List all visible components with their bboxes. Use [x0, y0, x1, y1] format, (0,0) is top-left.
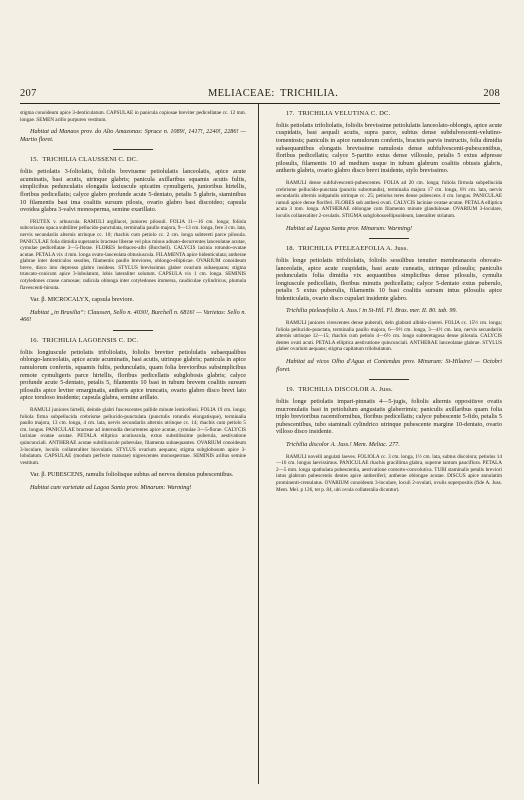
species-number: 15. [30, 156, 39, 164]
species-15-habitat: Habitat „in Brasilia“: Claussen, Sello n. 4030!, Burchell n. 6816! — Varietas: Sello n. 466! [20, 308, 246, 324]
section-rule [113, 330, 153, 331]
species-19-description: foliis longe petiolatis impari-pinnatis 4—5-jugis, foliolis alternis oppositisve ovatis mucronulatis basi in petiolulum angustatis glaberrimis; paniculis axillaribus quam folia triplo brevioribus racemiformibus, floribus pedicellatis; calyce pubescente 5-fido, petalis 5 pubescentibus, tubo staminali cylindrico utrinque pubescente margine 10-dentato, ovario villoso disco insidente. [276, 398, 502, 436]
section-rule [113, 149, 153, 150]
species-16-variety: Var. β. PUBESCENS, ramulis foliolisque subtus ad nervos densius pubescentibus. [30, 471, 234, 479]
species-entry-16-title [20, 337, 246, 345]
page-number-right: 208 [483, 88, 500, 99]
species-entry-17-title [276, 110, 502, 118]
species-name: TRICHILIA VELUTINA C. DC. [298, 110, 391, 117]
running-header [20, 88, 500, 102]
running-head-family: MELIACEAE: [208, 88, 275, 99]
page-number-left: 207 [20, 88, 37, 99]
species-name: TRICHILIA CLAUSSENI C. DC. [42, 156, 139, 164]
species-16-description: foliis longiuscule petiolatis trifoliolatis, foliolis breviter petiolulatis subaequalibus oblongo-lanceolatis, apice acute acuminatis, basi acutis, utrinque glabris; panicula in apice ramulorum confertis, squamis fultis, pedunculatis, quam folia brevioribus subsimplicibus remote cymuligeris parce hirtellis, floribus pedicellatis subglobosis glabris; calyce profunde acute 5-dentato, petalis 5, filamentis 10 basi in tubum brevem coalitis sursum pilosulis apice leviter emarginatis, antheris apice truncatis, ovario glabro disco brevi lato apice toruloso insidente; capsula glabra, semine arillato. [20, 348, 246, 402]
species-16-details: RAMULI juniores hirtelli, deinde glabri fuscescentes pallide minute lenticellosi. FOLIA 19 cm. longa; foliola firma subpellucida crebrisme pellucido-punctulata (punctulis rotundis elongatisque), terminalia paullo majora, 13 cm. longa, 4 cm. lata, nervis secundariis alternis utrinque cc. 14; rhachis cum petiolo 5 cm. longus. PANICULAE bracteae ad internodia decurrentes apice acutae, cymulae 3—5-florae. CALYCIS laciniae ovatae acutae. PETALA elliptica acutiuscula, extus substilissime puberula, aestivatione quincunciali. ANTHERAE acutae subtiliuscule puberulae, filamenta subaequantes. OVARIUM conoideum 3-loculare, loculis collateraliter biovulatis. STYLUS ovarium aequans; stigma subglobosum apice 3-lobulatum. CAPSULAE (modum perfecte maturae) nigrescentes monospermae. SEMINIS arillus semine vestitum. [20, 407, 246, 466]
right-column [276, 110, 502, 498]
left-column [20, 110, 246, 497]
species-18-details: RAMULI juniores virescentes dense puberuli, deln glabrati albido-cinerei. FOLIA cc. 15½ cm. longa; foliola pellucido-punctata, terminalia paullo majora, 6—9½ cm. longa, 3—4½ cm. lata, nervis secundariis alternis utrinque 12—15; rhachis cum petiolo 4—6½ cm. longo subteretagosa dense pilosula. CALYCIS dentes ovati acuti. PETALA elliptica aestivatione quincunciali. ANTHERAE lanceolatae glabrae. STYLUS glaber ovarium aequans; stigma capitatum trilobulatum. [276, 320, 502, 353]
species-18-description: foliis longe petiolatis trifoliolatis, foliolis sessilibus tenuiter membranaceis obovato-lanceolatis, apice acute cuspidatis, basi acute cuneatis, utrinque pilosulis; paniculis pedunculatis folia dimidia vix aequantibus simplicibus dense pilosulis, cymulis longiuscule pedicellatis, floribus minutis pedicellatis; calyce 5-dentato extus puberulo, petalis 5 extus puberulis, filamentis 10 basi coalitis sursum intus pilosulis apice bidenticulatis, ovario disco cupulari insidente glabro. [276, 256, 502, 302]
species-17-details: RAMULI dense subfulvescenti-pubescentes. FOLIA ad 20 cm. longa; foliola firmula subpellucida crebrisme pellucido-punctata (punctis subrotundis), terminalia majora 17 cm. longa, 6½ cm. lata, nervis secundariis alternis subpatulis utrinque cc. 25; petiolus teres dense pubescens 4 cm. longus. PANICULAE ramuli apice dense floriferi. FLORES sub anthesi ovati. CALYCIS laciniae ovatae acutae. PETALA elliptica acuta 3 mm. longa. ANTHERAE oblongae cum filamento minute glandulosae. OVARIUM 3-loculare, loculis collateraliter 2-ovulatis. STIGMA subglobosoellipsoideum, lateraliter striatum. [276, 179, 502, 219]
species-18-reference: Trichilia pteleaefolia A. Juss.! in St-Hil. Fl. Bras. mer. II. 80. tab. 99. [286, 307, 458, 315]
section-rule [369, 238, 409, 239]
species-15-variety: Var. β. MICROCALYX, capsula breviore. [30, 296, 134, 304]
species-18-habitat: Habitat ad vicos Olho d'Agua et Contendas prov. Minarum: St-Hilaire! — Octobri floret. [276, 358, 502, 373]
species-15-details: FRUTEX v. arbuscula. RAMULI argillacei, juniores pilosuli. FOLIA 11—16 cm. longa; foliola subcoriacea opaca subtiliter pellucido-punctulata, terminalia paullo majora, 9—13 cm. longa, fere 3 cm. lata, nervis secundariis alternis utrinque cc. 10; rhachis cum petiolo cc. 2 cm. longa subtereti parce pilosula. PANICULAE folia dimidia superantis bracteae liberae vel plus minus adnato-decurrentes lanceolatae acutae, cymulae pedicellatae 3—5-florae. FLORES herbaceo-albi (Burchell). CALYCIS lacinia rotundo-ovatae acutae. PETALA vix 4 mm. longa ovato-lanceolata obtusiuscula. FILAMENTA apice bidenticulata; antherae glabrae inter denticulos sessiles, filamentis paullo breviores, oblongo-ellipticae. OVARIUM conoideum breve, disco into depresso glabro insidens. STYLUS brevissimus glaber ovarium subaequans; stigma truncato-conicum apice 3-lobulatum, lobis lateraliter solutum. CAPSULA vix 1 cm. longa. SEMINIS cotyledones crasse carnosae; radicula oblonga inter cotyledones immersa, caudiculae cylindricus, plumula flavescenti-hirsuta. [20, 218, 247, 291]
running-head-genus: TRICHILIA. [280, 88, 339, 99]
species-number: 18. [286, 245, 295, 253]
species-number: 16. [30, 337, 39, 345]
species-19-details: RAMULI novelli angulati laeves. FOLIOLA cc. 3 cm. longa, 1½ cm. lata, subtus discolora; petiolus 14—16 cm. longus laevissimus. PANICULAE rhachis gracillima glabra, superne tantum pauciflora. PETALA 2—5 mm. longa spathulata pubescentia, aestivatione contorto-convolutiva. TUBI staminalis petalis breviori intus glabrum pubescentis dentes apice antheriferi; antherae oblongae acutae. DISCUS apice annulatim prominenti-crenulatus. OVARIUM conoideum 3-loculare, loculi 2-ovulati, ovulis superpositis (fide A. Juss. Mem. Mel. p 126, tet p. 84, ubi ovula collateralia dicuntur). [276, 453, 502, 493]
section-rule [369, 379, 409, 380]
species-name: TRICHILIA DISCOLOR A. Juss. [298, 386, 393, 394]
column-divider [258, 104, 259, 784]
header-rule [20, 103, 500, 104]
species-number: 19. [286, 386, 295, 394]
species-19-reference: Trichilia discolor A. Juss.! Mem. Meliac. 277. [286, 440, 400, 448]
species-17-habitat: Habitat ad Lagoa Santa prov. Minarum: Warming! [286, 224, 413, 232]
species-name: TRICHILIA PTELEAEFOLIA A. Juss. [298, 245, 409, 253]
species-entry-15-title [20, 156, 246, 164]
species-entry-18-title [276, 245, 502, 253]
species-entry-19-title [276, 386, 502, 394]
habitat-note: Habitat ad Manaos prov. do Alto Amazonas: Spruce n. 1089!, 1417!, 2240!, 2286! — Martio floret. [20, 128, 246, 143]
continued-description: stigma conoideum apice 3-denticulatum. CAPSULAE in panicula copiosae breviter pedicellatae cc. 12 mm. longae. SEMEN arillo purpureo vestitum. [20, 110, 246, 123]
species-name: TRICHILIA LAGOENSIS C. DC. [42, 337, 139, 345]
species-15-description: foliis petiolatis 3-foliolatis, foliolis breviusme petiolulatis lanceolatis, apice acute acuminatis, basi acutis, utrinque glabris; panicula axillaribus squamis acutis fultis, simplicibus pedunculatis elongatis laxiuscule spicatim cymuligeris, junioribus hirtellis, floribus pedicellatis; calyce glabro profunde acute 5-dentato, petalis 5 glabris, staminibus 10 filamentis basi ima coalitis sursum pilosis, ovario glabro basi discoideo; capsula ovoidea glabra 3-valvi monosperma, semine exarillato. [20, 168, 246, 214]
species-16-habitat: Habitat cum varietate ad Lagoa Santa prov. Minarum: Warming! [30, 483, 192, 491]
species-17-description: foliis petiolatis trifoliolatis, foliolis brevissime petiolulatis lanceolato-oblongis, apice acute cuspidatis, basi aequali acutis, supra parce, subtus dense subdulvescenti-velutino-tomentosis; paniculis in apice ramulorum confertis, bracteis parvis instructis, folia dimidia subaequantibus elongatis brevissime ramulosis dense subfulvescenti-pubescentibus, floribus pedicellatis; calyce 5-partito extus dense villosulo, petalis 5 extus adpresse pilosulis, filamentis 10 ad medium usque in tubum glabrum coalitis obtusis glabris, antheris glabris, ovario glabro disco brevi insidente, stylo brevissimo. [276, 121, 502, 175]
species-number: 17. [286, 110, 295, 117]
